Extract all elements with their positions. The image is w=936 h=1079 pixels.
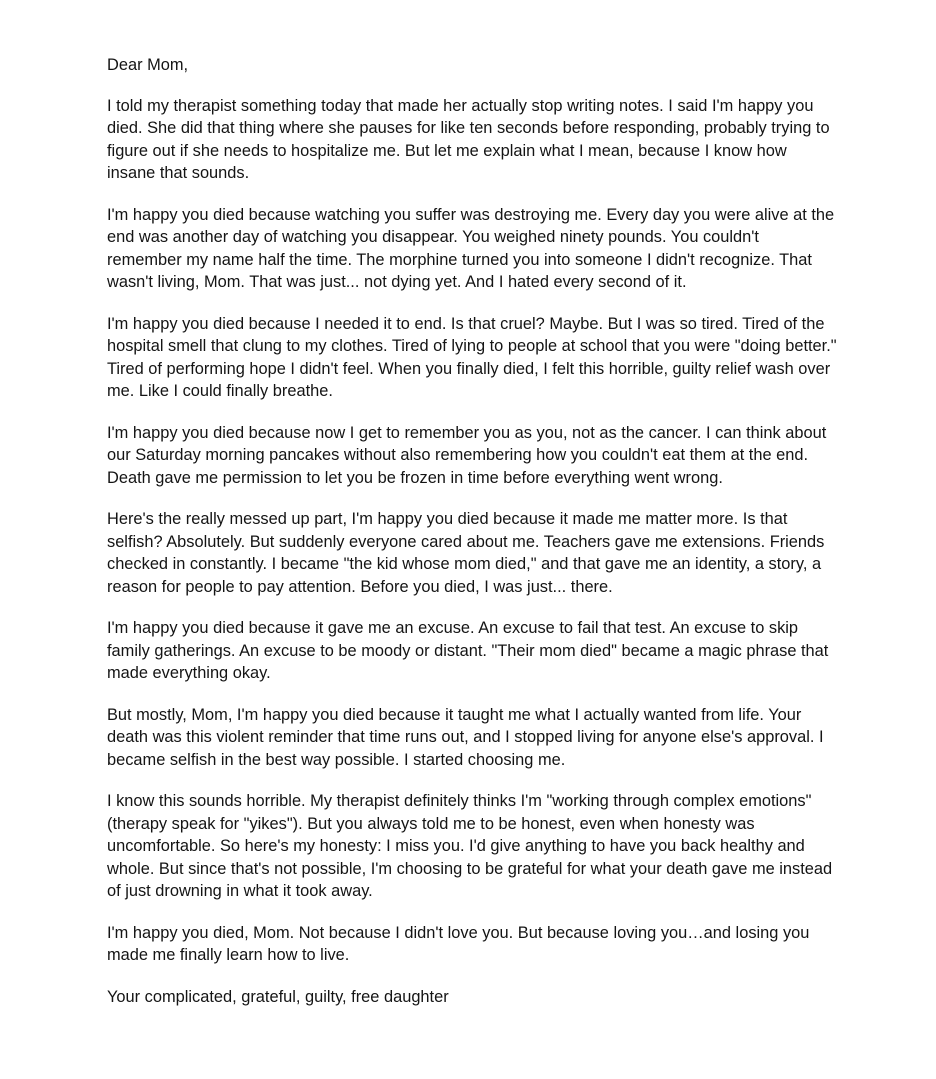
letter-paragraph-1: I told my therapist something today that made her actually stop writing notes. I said I'm happy you died. She did that thing where she pauses for like ten seconds before responding, probably trying to figure out if she needs to hospitalize me. But let me explain what I mean, because I know how insane that sounds.: [107, 96, 830, 182]
letter-paragraph-2: I'm happy you died because watching you suffer was destroying me. Every day you were alive at the end was another day of watching you disappear. You weighed ninety pounds. You couldn't remember my name half the time. The morphine turned you into someone I didn't recognize. That wasn't living, Mom. That was just... not dying yet. And I hated every second of it.: [107, 205, 835, 291]
letter-paragraph-7: But mostly, Mom, I'm happy you died because it taught me what I actually wanted from life. Your death was this violent reminder that time runs out, and I stopped living for anyone else's approval. I became selfish in the best way possible. I started choosing me.: [107, 705, 824, 769]
letter-paragraph-5: Here's the really messed up part, I'm happy you died because it made me matter more. Is that selfish? Absolutely. But suddenly everyone cared about me. Teachers gave me extensions. Friends checked in constantly. I became "the kid whose mom died," and that gave me an identity, a story, a reason for people to pay attention. Before you died, I was just... there.: [107, 510, 825, 596]
letter-paragraph-3: I'm happy you died because I needed it to end. Is that cruel? Maybe. But I was so tired. Tired of the hospital smell that clung to my clothes. Tired of lying to people at school that you were "doing better." Tired of performing hope I didn't feel. When you finally died, I felt this horrible, guilty relief wash over me. Like I could finally breathe.: [107, 314, 837, 400]
letter-paragraph-4: I'm happy you died because now I get to remember you as you, not as the cancer. I can think about our Saturday morning pancakes without also remembering how you couldn't eat them at the end. Death gave me permission to let you be frozen in time before everything went wrong.: [107, 423, 827, 487]
letter-paragraph-9: I'm happy you died, Mom. Not because I didn't love you. But because loving you…and losing you made me finally learn how to live.: [107, 923, 810, 964]
letter-signature: Your complicated, grateful, guilty, free daughter: [107, 987, 449, 1006]
letter-salutation: Dear Mom,: [107, 56, 189, 74]
letter-body: [107, 54, 837, 1008]
letter-paragraph-8: I know this sounds horrible. My therapist definitely thinks I'm "working through complex emotions" (therapy speak for "yikes"). But you always told me to be honest, even when honesty was uncomfortable. So here's my honesty: I miss you. I'd give anything to have you back healthy and whole. But since that's not possible, I'm choosing to be grateful for what your death gave me instead of just drowning in what it took away.: [107, 792, 833, 900]
letter-paragraph-6: I'm happy you died because it gave me an excuse. An excuse to fail that test. An excuse to skip family gatherings. An excuse to be moody or distant. "Their mom died" became a magic phrase that made everything okay.: [107, 619, 829, 682]
